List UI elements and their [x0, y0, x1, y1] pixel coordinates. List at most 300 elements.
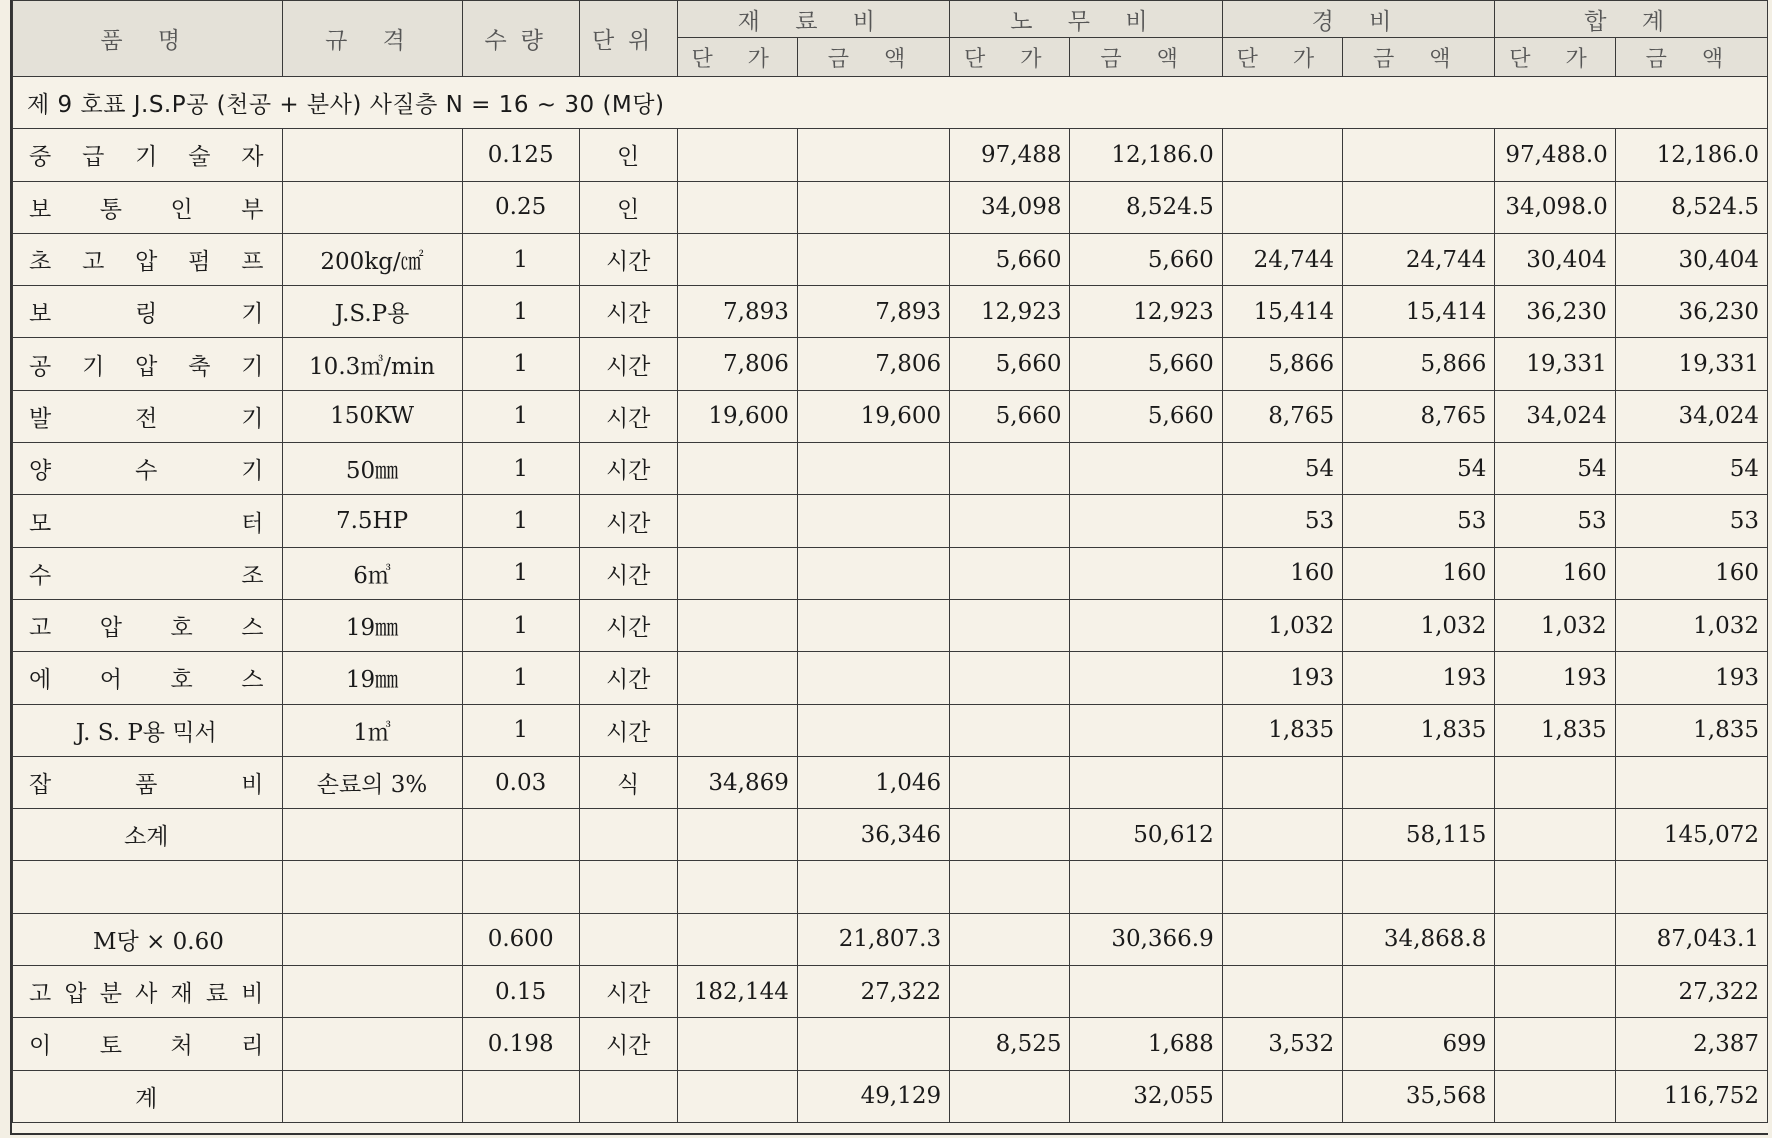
cell-expense-amount: [1343, 756, 1495, 808]
cell-expense-amount: 54: [1343, 443, 1495, 495]
cell-labor-amount: [1070, 599, 1222, 651]
table-row: [13, 547, 1768, 599]
header-expense: 경 비: [1222, 1, 1495, 38]
cell-material-unit-price: [677, 495, 797, 547]
item-name-char: 호: [170, 667, 193, 694]
item-name-char: 토: [99, 1033, 122, 1060]
cell-total-amount: [1615, 861, 1767, 913]
cell-qty: 0.198: [462, 1018, 579, 1070]
cell-unit: 인: [579, 181, 677, 233]
cell-expense-unit-price: 5,866: [1222, 338, 1342, 390]
cell-total-unit-price: 1,835: [1495, 704, 1615, 756]
header-material-unit-price: 단 가: [677, 38, 797, 77]
item-name: [23, 138, 272, 171]
cell-material-amount: 27,322: [797, 966, 949, 1018]
cell-material-amount: [797, 599, 949, 651]
cell-expense-amount: 58,115: [1343, 809, 1495, 861]
cell-total-unit-price: 53: [1495, 495, 1615, 547]
cell-item-name: [13, 756, 283, 808]
item-name: [23, 923, 272, 956]
item-name: [23, 975, 272, 1008]
item-name: [23, 1027, 272, 1060]
item-name-text: J. S. P용 믹서: [75, 719, 217, 746]
table-row: [13, 1070, 1768, 1122]
header-item: 품 명: [13, 1, 283, 77]
cell-qty: 1: [462, 233, 579, 285]
cell-labor-amount: 1,688: [1070, 1018, 1222, 1070]
cell-material-amount: 36,346: [797, 809, 949, 861]
cell-expense-unit-price: [1222, 861, 1342, 913]
cell-spec: 1㎥: [282, 704, 462, 756]
table-body: [13, 77, 1768, 1123]
item-name-char: 급: [82, 144, 105, 171]
cell-labor-amount: [1070, 704, 1222, 756]
header-unit: 단위: [579, 1, 677, 77]
table-row: [13, 286, 1768, 338]
cell-material-amount: 7,893: [797, 286, 949, 338]
item-name-char: 스: [241, 667, 264, 694]
cell-expense-unit-price: [1222, 809, 1342, 861]
item-name-char: 에: [29, 667, 52, 694]
cell-total-unit-price: [1495, 756, 1615, 808]
cell-item-name: [13, 913, 283, 965]
item-name-char: 압: [99, 615, 122, 642]
cell-qty: 1: [462, 704, 579, 756]
cell-expense-amount: 699: [1343, 1018, 1495, 1070]
cell-total-unit-price: [1495, 913, 1615, 965]
cell-expense-amount: [1343, 861, 1495, 913]
header-total-unit-price: 단 가: [1495, 38, 1615, 77]
cell-labor-amount: [1070, 756, 1222, 808]
cell-total-amount: 19,331: [1615, 338, 1767, 390]
item-name-char: 호: [170, 615, 193, 642]
item-name-char: 자: [241, 144, 264, 171]
item-name-char: 고: [29, 981, 52, 1008]
table-header: [13, 1, 1768, 77]
item-name-char: 모: [29, 510, 52, 537]
item-name-char: 중: [29, 144, 52, 171]
cell-unit: 시간: [579, 390, 677, 442]
cell-labor-amount: [1070, 966, 1222, 1018]
item-name-char: 펌: [188, 249, 211, 276]
cell-labor-unit-price: 12,923: [950, 286, 1070, 338]
cell-labor-unit-price: [950, 966, 1070, 1018]
cell-item-name: [13, 181, 283, 233]
cell-labor-unit-price: 97,488: [950, 129, 1070, 181]
cell-item-name: [13, 443, 283, 495]
cell-material-unit-price: [677, 861, 797, 913]
item-name-char: 수: [135, 458, 158, 485]
cell-unit: [579, 861, 677, 913]
cell-unit: 인: [579, 129, 677, 181]
cell-material-amount: 19,600: [797, 390, 949, 442]
cell-material-amount: [797, 861, 949, 913]
cell-expense-unit-price: [1222, 1070, 1342, 1122]
header-material-amount: 금 액: [797, 38, 949, 77]
cell-total-amount: 145,072: [1615, 809, 1767, 861]
cell-labor-unit-price: [950, 861, 1070, 913]
cell-total-unit-price: 36,230: [1495, 286, 1615, 338]
item-name-text: M당 × 0.60: [93, 928, 224, 955]
cost-breakdown-sheet: [10, 0, 1768, 1135]
cell-material-unit-price: [677, 443, 797, 495]
cell-spec: 6㎥: [282, 547, 462, 599]
cell-labor-unit-price: 8,525: [950, 1018, 1070, 1070]
item-name-char: 분: [99, 981, 122, 1008]
cell-total-amount: [1615, 756, 1767, 808]
cell-labor-unit-price: [950, 547, 1070, 599]
cell-labor-amount: 12,186.0: [1070, 129, 1222, 181]
cell-spec: [282, 809, 462, 861]
cell-expense-unit-price: 53: [1222, 495, 1342, 547]
cell-unit: 식: [579, 756, 677, 808]
table-row: [13, 756, 1768, 808]
item-name-char: 축: [188, 353, 211, 380]
cell-expense-unit-price: 1,835: [1222, 704, 1342, 756]
item-name: [23, 661, 272, 694]
cell-total-amount: 116,752: [1615, 1070, 1767, 1122]
item-name-char: 조: [241, 562, 264, 589]
cell-labor-unit-price: 5,660: [950, 338, 1070, 390]
cell-expense-unit-price: 8,765: [1222, 390, 1342, 442]
cell-spec: 19㎜: [282, 652, 462, 704]
item-name-char: 잡: [29, 772, 52, 798]
section-title: 제 9 호표 J.S.P공 (천공 + 분사) 사질층 N = 16 ~ 30 (M당): [13, 77, 1768, 129]
cell-item-name: [13, 547, 283, 599]
item-name-char: 기: [241, 458, 264, 485]
item-name-char: 압: [135, 249, 158, 276]
header-expense-unit-price: 단 가: [1222, 38, 1342, 77]
item-name: [23, 452, 272, 485]
table-row: [13, 966, 1768, 1018]
cell-total-unit-price: 30,404: [1495, 233, 1615, 285]
cell-labor-amount: 32,055: [1070, 1070, 1222, 1122]
cell-labor-amount: 5,660: [1070, 233, 1222, 285]
item-name-char: 기: [241, 353, 264, 380]
cell-material-unit-price: [677, 599, 797, 651]
item-name-char: 어: [99, 667, 122, 694]
cell-spec: 19㎜: [282, 599, 462, 651]
item-name: [23, 1080, 272, 1113]
cell-item-name: [13, 286, 283, 338]
cell-labor-amount: [1070, 547, 1222, 599]
cell-material-amount: [797, 652, 949, 704]
cell-expense-amount: 8,765: [1343, 390, 1495, 442]
table-row: [13, 809, 1768, 861]
table-row: [13, 861, 1768, 913]
cell-labor-unit-price: [950, 809, 1070, 861]
item-name: [23, 295, 272, 328]
cell-unit: [579, 809, 677, 861]
item-name-char: 스: [241, 615, 264, 642]
cell-item-name: [13, 495, 283, 547]
cell-unit: 시간: [579, 1018, 677, 1070]
cell-item-name: [13, 1070, 283, 1122]
cell-total-unit-price: 34,024: [1495, 390, 1615, 442]
cell-unit: 시간: [579, 599, 677, 651]
item-name-char: 보: [29, 196, 52, 223]
cell-total-unit-price: [1495, 1018, 1615, 1070]
header-labor-unit-price: 단 가: [950, 38, 1070, 77]
cell-spec: [282, 181, 462, 233]
item-name-char: 통: [99, 196, 122, 223]
cell-labor-unit-price: 34,098: [950, 181, 1070, 233]
cell-spec: [282, 1070, 462, 1122]
cell-qty: 0.600: [462, 913, 579, 965]
cell-expense-amount: 34,868.8: [1343, 913, 1495, 965]
header-expense-amount: 금 액: [1343, 38, 1495, 77]
item-name-char: 처: [170, 1033, 193, 1060]
cell-item-name: [13, 338, 283, 390]
cell-labor-amount: 30,366.9: [1070, 913, 1222, 965]
header-qty: 수량: [462, 1, 579, 77]
cell-material-amount: [797, 443, 949, 495]
header-material: 재 료 비: [677, 1, 950, 38]
cell-expense-unit-price: [1222, 756, 1342, 808]
cell-material-amount: [797, 1018, 949, 1070]
item-name-char: 술: [188, 144, 211, 171]
cell-unit: 시간: [579, 966, 677, 1018]
cell-unit: [579, 1070, 677, 1122]
header-total: 합 계: [1495, 1, 1768, 38]
cell-labor-amount: 50,612: [1070, 809, 1222, 861]
cell-expense-unit-price: [1222, 913, 1342, 965]
cell-labor-unit-price: [950, 913, 1070, 965]
item-name: [23, 818, 272, 851]
cell-labor-unit-price: [950, 704, 1070, 756]
cell-spec: [282, 966, 462, 1018]
item-name-char: 부: [241, 196, 264, 223]
item-name: [23, 766, 272, 799]
item-name: [23, 348, 272, 381]
cell-qty: 1: [462, 547, 579, 599]
cell-qty: 1: [462, 652, 579, 704]
table-row: [13, 913, 1768, 965]
cell-material-unit-price: 7,806: [677, 338, 797, 390]
cell-material-unit-price: 19,600: [677, 390, 797, 442]
cell-item-name: [13, 809, 283, 861]
cell-spec: 손료의 3%: [282, 756, 462, 808]
cell-expense-unit-price: 193: [1222, 652, 1342, 704]
cell-unit: 시간: [579, 652, 677, 704]
cell-material-unit-price: [677, 809, 797, 861]
cell-material-amount: 7,806: [797, 338, 949, 390]
item-name-char: 전: [135, 405, 158, 432]
table-row: [13, 233, 1768, 285]
table-row: [13, 704, 1768, 756]
cell-material-unit-price: [677, 704, 797, 756]
cell-unit: 시간: [579, 443, 677, 495]
cell-total-amount: 30,404: [1615, 233, 1767, 285]
cell-labor-amount: [1070, 652, 1222, 704]
cell-item-name: [13, 1018, 283, 1070]
cell-spec: 200kg/㎠: [282, 233, 462, 285]
cell-unit: 시간: [579, 704, 677, 756]
cell-qty: 1: [462, 443, 579, 495]
item-name-char: 사: [135, 981, 158, 1008]
item-name: [23, 243, 272, 276]
cell-labor-amount: [1070, 861, 1222, 913]
cell-labor-amount: [1070, 495, 1222, 547]
cell-expense-amount: 35,568: [1343, 1070, 1495, 1122]
cell-item-name: [13, 861, 283, 913]
cell-unit: 시간: [579, 286, 677, 338]
cell-material-amount: 21,807.3: [797, 913, 949, 965]
item-name-char: 비: [241, 772, 264, 798]
item-name-char: 기: [82, 353, 105, 380]
item-name-char: 압: [135, 353, 158, 380]
item-name: [23, 400, 272, 433]
cell-total-unit-price: 193: [1495, 652, 1615, 704]
cell-labor-unit-price: [950, 756, 1070, 808]
cell-labor-unit-price: [950, 1070, 1070, 1122]
cell-material-unit-price: 34,869: [677, 756, 797, 808]
cell-material-unit-price: 182,144: [677, 966, 797, 1018]
table-row: [13, 129, 1768, 181]
cell-total-unit-price: 19,331: [1495, 338, 1615, 390]
cell-material-amount: [797, 181, 949, 233]
cell-labor-unit-price: 5,660: [950, 233, 1070, 285]
cell-item-name: [13, 390, 283, 442]
cell-labor-amount: 8,524.5: [1070, 181, 1222, 233]
cell-expense-unit-price: 3,532: [1222, 1018, 1342, 1070]
cell-expense-unit-price: [1222, 966, 1342, 1018]
item-name-char: 초: [29, 249, 52, 276]
header-spec: 규 격: [282, 1, 462, 77]
cell-total-unit-price: [1495, 809, 1615, 861]
item-name-char: 프: [241, 249, 264, 276]
cell-expense-amount: 5,866: [1343, 338, 1495, 390]
item-name-char: 기: [241, 301, 264, 328]
cell-unit: [579, 913, 677, 965]
cell-material-unit-price: [677, 652, 797, 704]
cell-expense-amount: 1,032: [1343, 599, 1495, 651]
cell-material-unit-price: [677, 913, 797, 965]
cell-total-amount: 1,835: [1615, 704, 1767, 756]
cell-material-amount: [797, 704, 949, 756]
cell-expense-unit-price: [1222, 181, 1342, 233]
cell-total-amount: 8,524.5: [1615, 181, 1767, 233]
cell-labor-amount: 12,923: [1070, 286, 1222, 338]
cell-total-amount: 54: [1615, 443, 1767, 495]
cell-item-name: [13, 652, 283, 704]
item-name-char: 기: [241, 405, 264, 432]
cell-item-name: [13, 233, 283, 285]
cell-expense-unit-price: 54: [1222, 443, 1342, 495]
cell-qty: [462, 809, 579, 861]
cell-unit: 시간: [579, 495, 677, 547]
cell-total-amount: 160: [1615, 547, 1767, 599]
cell-qty: 0.125: [462, 129, 579, 181]
cell-unit: 시간: [579, 547, 677, 599]
cell-material-unit-price: [677, 233, 797, 285]
cell-expense-amount: 160: [1343, 547, 1495, 599]
cell-total-amount: 193: [1615, 652, 1767, 704]
cell-total-unit-price: 34,098.0: [1495, 181, 1615, 233]
cell-qty: 1: [462, 599, 579, 651]
cell-qty: [462, 861, 579, 913]
table-row: [13, 599, 1768, 651]
cell-material-amount: [797, 547, 949, 599]
item-name-char: 보: [29, 301, 52, 328]
cell-material-unit-price: 7,893: [677, 286, 797, 338]
cell-qty: 1: [462, 286, 579, 338]
cell-expense-amount: 1,835: [1343, 704, 1495, 756]
cell-total-amount: 27,322: [1615, 966, 1767, 1018]
cell-item-name: [13, 704, 283, 756]
cell-material-unit-price: [677, 181, 797, 233]
cell-total-unit-price: 1,032: [1495, 599, 1615, 651]
cell-expense-unit-price: [1222, 129, 1342, 181]
cell-spec: [282, 129, 462, 181]
cell-expense-unit-price: 24,744: [1222, 233, 1342, 285]
item-name-char: 인: [170, 196, 193, 223]
cell-labor-unit-price: 5,660: [950, 390, 1070, 442]
item-name: [23, 714, 272, 747]
cell-spec: [282, 1018, 462, 1070]
cell-total-amount: 2,387: [1615, 1018, 1767, 1070]
item-name-char: 압: [64, 981, 87, 1008]
item-name-char: 이: [29, 1033, 52, 1060]
cell-qty: 0.25: [462, 181, 579, 233]
item-name-char: 터: [241, 510, 264, 537]
table-row: [13, 495, 1768, 547]
item-name-char: 료: [205, 981, 229, 1008]
cell-unit: 시간: [579, 233, 677, 285]
cell-total-unit-price: [1495, 966, 1615, 1018]
cell-expense-amount: 53: [1343, 495, 1495, 547]
cell-expense-amount: 193: [1343, 652, 1495, 704]
item-name-char: 링: [135, 301, 158, 328]
item-name-text: 소계: [124, 824, 169, 851]
cell-total-unit-price: 54: [1495, 443, 1615, 495]
cell-expense-amount: [1343, 966, 1495, 1018]
cell-spec: J.S.P용: [282, 286, 462, 338]
cell-qty: 1: [462, 390, 579, 442]
cell-total-amount: 36,230: [1615, 286, 1767, 338]
item-name-char: 기: [135, 144, 158, 171]
item-name-char: 품: [135, 772, 158, 798]
cell-qty: [462, 1070, 579, 1122]
item-name-char: 발: [29, 405, 52, 432]
item-name: [23, 505, 272, 538]
cell-labor-amount: 5,660: [1070, 338, 1222, 390]
cost-table: [12, 0, 1768, 1123]
header-labor-amount: 금 액: [1070, 38, 1222, 77]
cell-qty: 0.15: [462, 966, 579, 1018]
item-name-char: 공: [29, 353, 52, 380]
cell-total-unit-price: 97,488.0: [1495, 129, 1615, 181]
cell-labor-amount: [1070, 443, 1222, 495]
table-row: [13, 181, 1768, 233]
cell-item-name: [13, 966, 283, 1018]
table-row: [13, 390, 1768, 442]
cell-labor-unit-price: [950, 652, 1070, 704]
cell-item-name: [13, 129, 283, 181]
item-name-char: 재: [170, 981, 193, 1008]
item-name: [23, 557, 272, 590]
cell-expense-amount: 24,744: [1343, 233, 1495, 285]
cell-material-amount: [797, 495, 949, 547]
cell-material-unit-price: [677, 1070, 797, 1122]
cell-spec: 50㎜: [282, 443, 462, 495]
cell-material-unit-price: [677, 1018, 797, 1070]
cell-expense-unit-price: 160: [1222, 547, 1342, 599]
cell-spec: [282, 861, 462, 913]
table-row: [13, 338, 1768, 390]
cell-spec: 7.5HP: [282, 495, 462, 547]
cell-material-amount: 49,129: [797, 1070, 949, 1122]
